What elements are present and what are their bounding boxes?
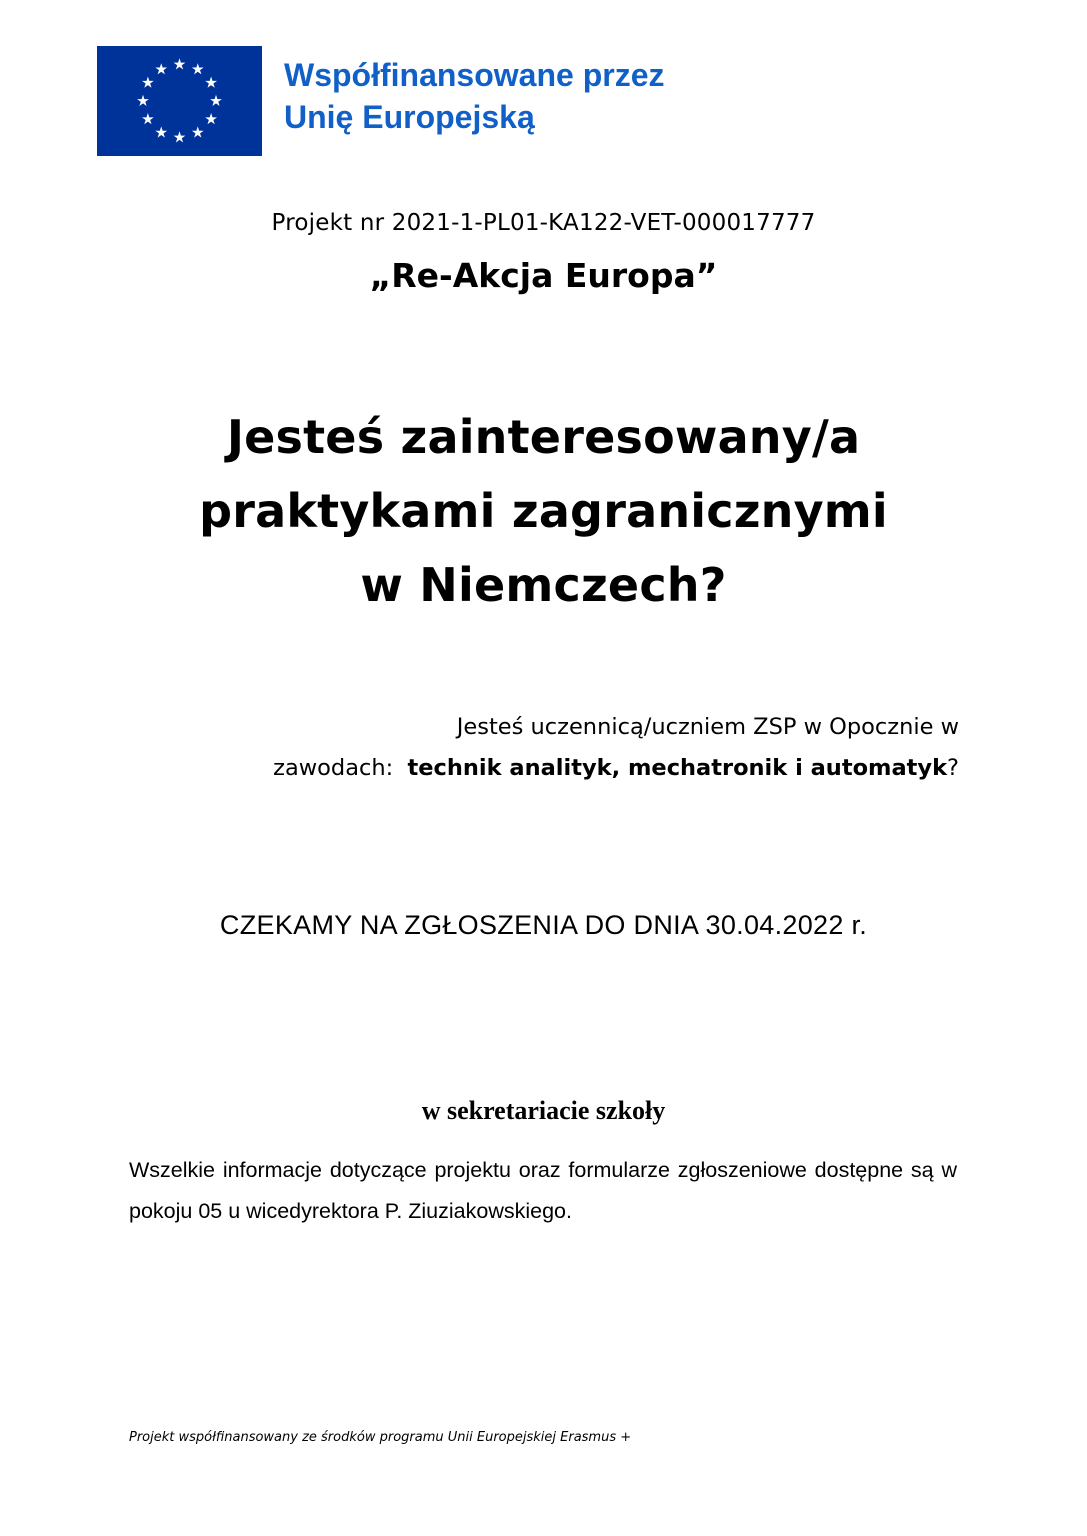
headline <box>0 400 1087 622</box>
professions-suffix: ? <box>947 755 959 781</box>
funding-statement <box>284 54 664 138</box>
professions-list: technik analityk, mechatronik i automatyk <box>407 755 948 781</box>
professions-prefix: zawodach: <box>273 755 408 781</box>
eu-stars-circle <box>97 46 262 156</box>
funding-line-1: Współfinansowane przez <box>284 57 665 93</box>
student-question-line-2 <box>59 748 959 789</box>
student-question <box>59 707 959 789</box>
deadline-notice: CZEKAMY NA ZGŁOSZENIA DO DNIA 30.04.2022 r. <box>219 910 868 940</box>
footer-note: Projekt współfinansowany ze środków programu Unii Europejskiej Erasmus + <box>129 1430 632 1445</box>
headline-line-2: praktykami zagranicznymi <box>199 484 888 538</box>
funding-line-2: Unię Europejską <box>284 99 535 135</box>
student-question-line-1: Jesteś uczennicą/uczniem ZSP w Opocznie w <box>456 714 959 740</box>
eu-flag-icon <box>97 46 262 156</box>
project-number: Projekt nr 2021-1-PL01-KA122-VET-000017777 <box>271 210 816 236</box>
info-paragraph: Wszelkie informacje dotyczące projektu oraz formularze zgłoszeniowe dostępne są w pokoju 05 u wicedyrektora P. Ziuziakowskiego. <box>129 1158 957 1223</box>
headline-line-1: Jesteś zainteresowany/a <box>226 410 861 464</box>
project-name: „Re-Akcja Europa” <box>369 256 718 295</box>
headline-line-3: w Niemczech? <box>360 558 727 612</box>
office-location: w sekretariacie szkoły <box>421 1096 666 1125</box>
